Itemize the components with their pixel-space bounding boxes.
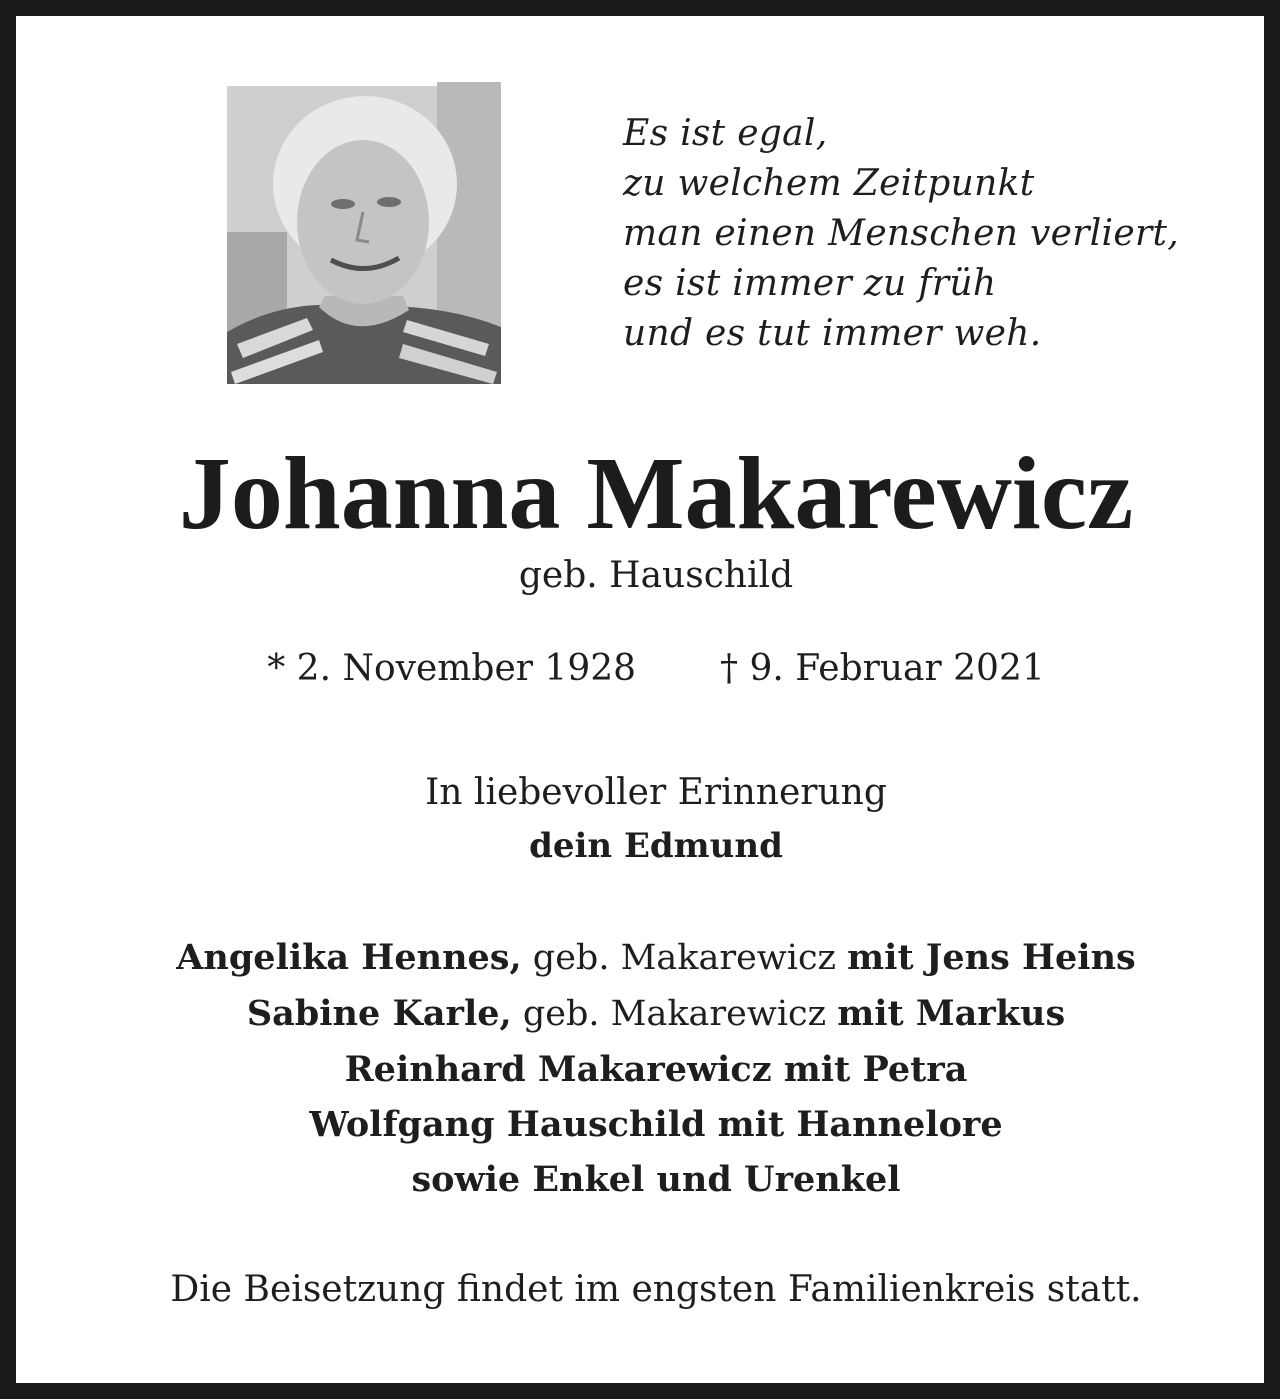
family-line: Reinhard Makarewicz mit Petra <box>344 1049 968 1090</box>
poem-line: es ist immer zu früh <box>623 263 997 304</box>
death-date: † 9. Februar 2021 <box>720 648 1045 689</box>
poem-line: man einen Menschen verliert, <box>623 213 1179 254</box>
family-member-partner: mit Jens Heins <box>847 937 1136 978</box>
family-member-name: Angelika Hennes, <box>176 937 522 978</box>
poem-line: und es tut immer weh. <box>623 313 1042 354</box>
poem-line: zu welchem Zeitpunkt <box>623 163 1035 204</box>
family-list <box>16 930 1280 1207</box>
deceased-name: Johanna Makarewicz <box>178 436 1134 551</box>
family-member-name: Sabine Karle, <box>246 993 512 1034</box>
poem <box>623 109 1263 359</box>
poem-line: Es ist egal, <box>623 113 828 154</box>
maiden-name: geb. Hauschild <box>518 555 794 596</box>
family-member-partner: mit Markus <box>837 993 1066 1034</box>
family-line: sowie Enkel und Urenkel <box>411 1159 901 1200</box>
memory-line: In liebevoller Erinnerung <box>425 772 887 813</box>
signature-spouse: dein Edmund <box>529 826 783 866</box>
birth-date: * 2. November 1928 <box>267 648 637 689</box>
family-line <box>16 986 1280 1042</box>
family-member-birthname: geb. Makarewicz <box>511 994 838 1034</box>
family-member-birthname: geb. Makarewicz <box>521 938 848 978</box>
funeral-note: Die Beisetzung findet im engsten Familienkreis statt. <box>170 1269 1142 1310</box>
portrait-photo <box>227 82 501 384</box>
family-line <box>16 930 1280 986</box>
life-dates <box>16 644 1280 694</box>
family-line: Wolfgang Hauschild mit Hannelore <box>309 1104 1003 1145</box>
